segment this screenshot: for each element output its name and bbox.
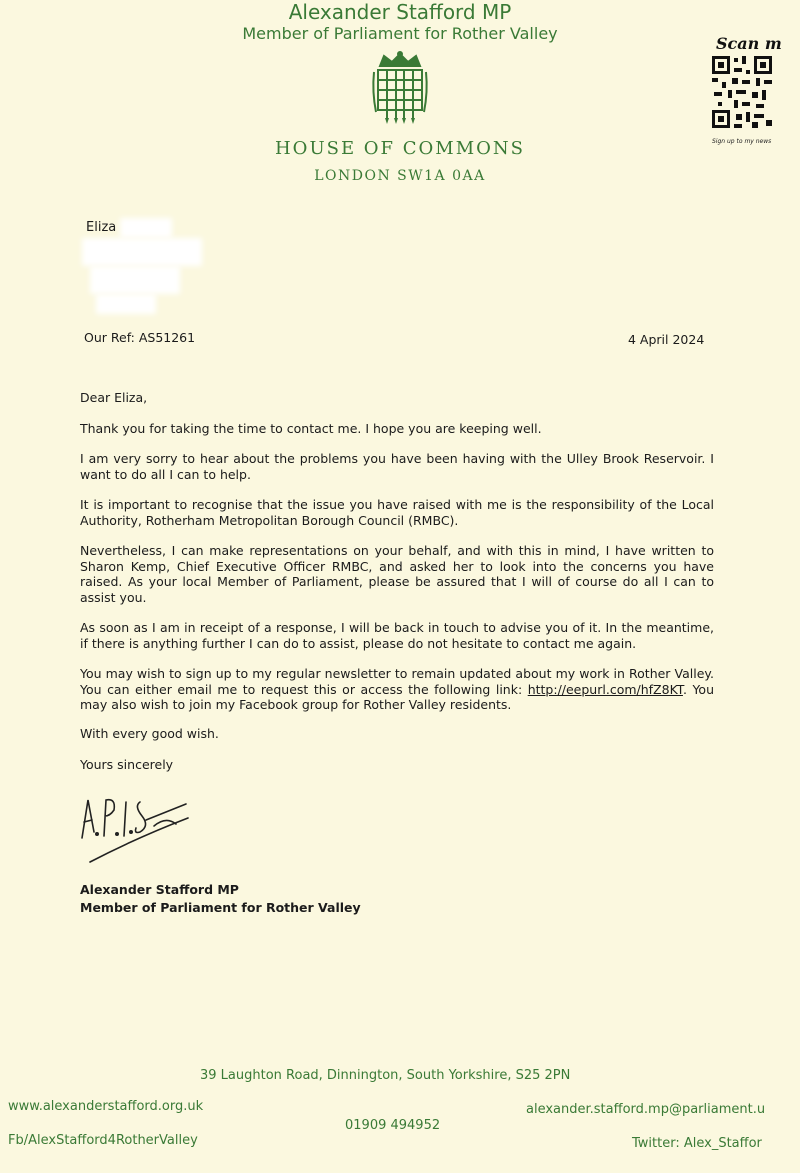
footer-address: 39 Laughton Road, Dinnington, South Yorkshire, S25 2PN bbox=[200, 1068, 571, 1083]
signatory-role: Member of Parliament for Rother Valley bbox=[80, 900, 361, 915]
letter-body bbox=[80, 390, 714, 713]
paragraph: I am very sorry to hear about the problems you have been having with the Ulley Brook Reservoir. I want to do all I can to help. bbox=[80, 451, 714, 482]
redaction-block bbox=[82, 238, 202, 266]
london-address: LONDON SW1A 0AA bbox=[314, 168, 486, 184]
paragraph: Thank you for taking the time to contact me. I hope you are keeping well. bbox=[80, 420, 542, 436]
closing-signoff: Yours sincerely bbox=[80, 756, 174, 772]
portcullis-icon bbox=[370, 52, 430, 126]
reference-number: Our Ref: AS51261 bbox=[84, 330, 196, 345]
footer-phone: 01909 494952 bbox=[345, 1118, 441, 1133]
footer-facebook-link[interactable]: Fb/AlexStafford4RotherValley bbox=[8, 1133, 198, 1148]
newsletter-link[interactable]: http://eepurl.com/hfZ8KT bbox=[527, 681, 683, 697]
newsletter-paragraph bbox=[80, 666, 714, 713]
footer-website-link[interactable]: www.alexanderstafford.org.uk bbox=[8, 1099, 204, 1114]
scan-label: Scan m bbox=[716, 34, 782, 53]
qr-code-icon[interactable] bbox=[712, 56, 772, 130]
signatory-name: Alexander Stafford MP bbox=[80, 882, 239, 897]
handwritten-signature bbox=[76, 786, 196, 866]
paragraph: Nevertheless, I can make representations on your behalf, and with this in mind, I have written to Sharon Kemp, Chief Executive Officer RMBC, and asked her to look into the concerns you have raised. As your local Member of Parliament, please be assured that I will of course do all I can to assist you. bbox=[80, 543, 714, 605]
salutation: Dear Eliza, bbox=[80, 390, 148, 405]
mp-name-heading: Alexander Stafford MP bbox=[288, 0, 512, 24]
redaction-block bbox=[120, 218, 172, 238]
paragraph: As soon as I am in receipt of a response, I will be back in touch to advise you of it. In the meantime, if there is anything further I can do to assist, please do not hesitate to contact me again. bbox=[80, 620, 714, 651]
redaction-block bbox=[90, 266, 180, 294]
recipient-name: Eliza bbox=[86, 220, 117, 235]
paragraph: It is important to recognise that the issue you have raised with me is the responsibility of the Local Authority, Rotherham Metropolitan Borough Council (RMBC). bbox=[80, 497, 714, 528]
qr-caption: Sign up to my news bbox=[712, 138, 772, 145]
letter-date: 4 April 2024 bbox=[628, 332, 705, 347]
closing-wish: With every good wish. bbox=[80, 726, 219, 741]
redaction-block bbox=[96, 294, 156, 314]
footer-email-link[interactable]: alexander.stafford.mp@parliament.u bbox=[526, 1102, 766, 1117]
paragraph-text: You may wish to sign up to my regular newsletter to remain updated about my work in Rother Valley. You can either email me to request this or access the following link: bbox=[80, 666, 714, 697]
closing-block bbox=[80, 726, 219, 787]
mp-role-heading: Member of Parliament for Rother Valley bbox=[242, 24, 558, 43]
footer-twitter-link[interactable]: Twitter: Alex_Staffor bbox=[632, 1136, 762, 1151]
paragraph-text: . You may also wish to join my Facebook group for Rother Valley residents. bbox=[80, 681, 714, 712]
house-of-commons-heading: HOUSE OF COMMONS bbox=[274, 138, 525, 159]
